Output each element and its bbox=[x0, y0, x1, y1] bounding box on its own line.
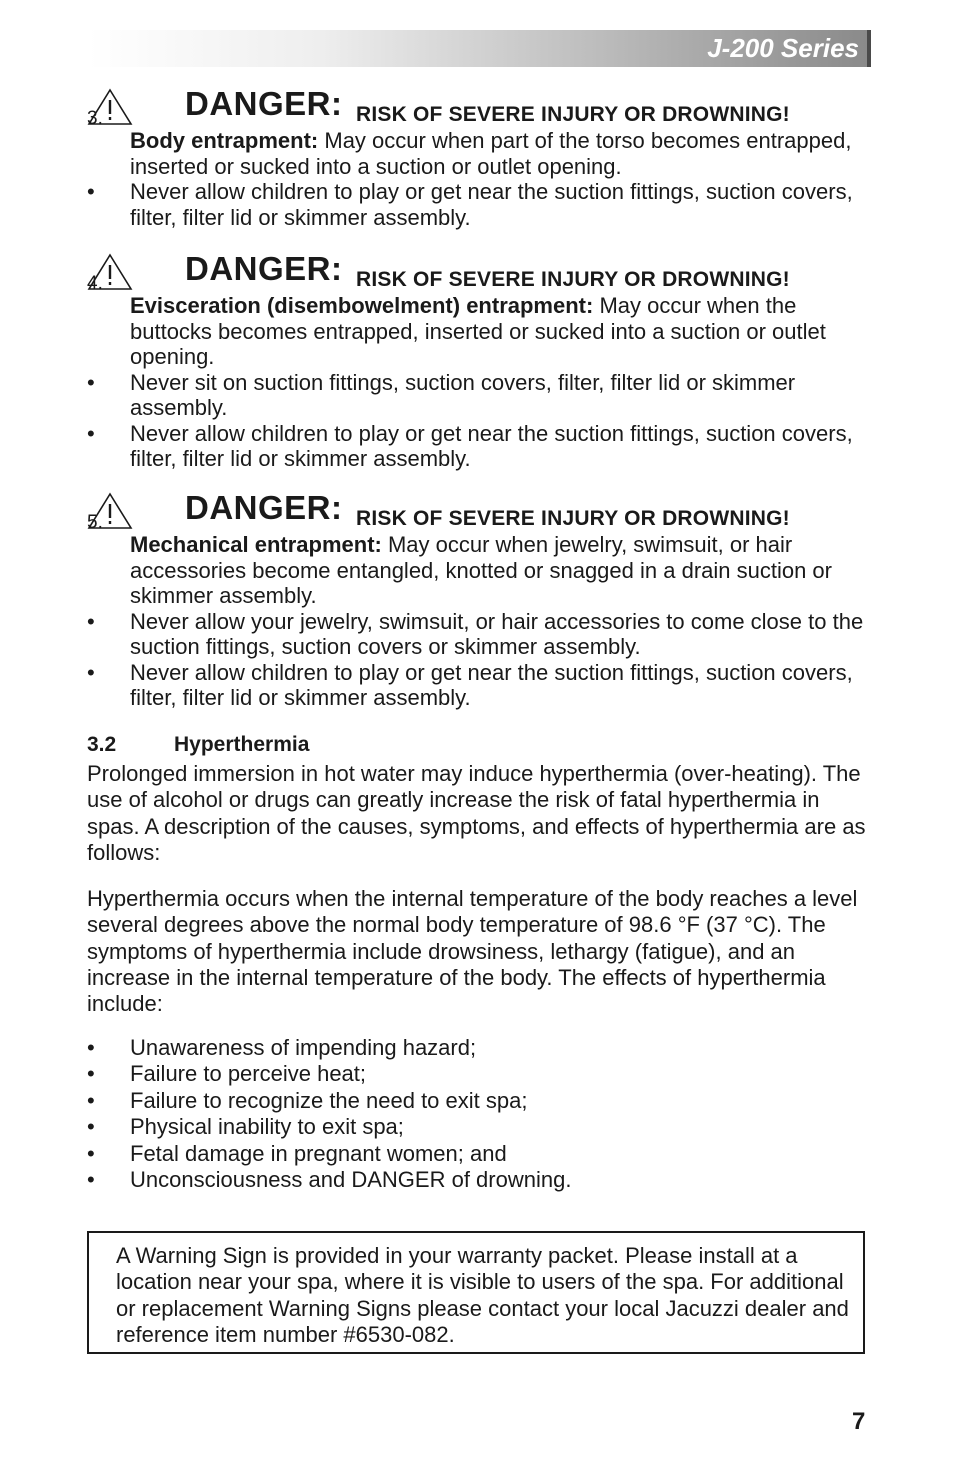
entrapment-type: Body entrapment: bbox=[130, 128, 319, 153]
header-title: J-200 Series bbox=[707, 33, 859, 63]
section-paragraph: Hyperthermia occurs when the internal temperature of the body reaches a level several degrees above the normal body temperature of 98.6 °F (37 °C). The symptoms of hyperthermia include drowsiness, lethargy (fatigue), and an increase in the internal temperature of the body. The effects of hyperthermia include: bbox=[87, 886, 858, 1017]
item-number: 4. bbox=[87, 273, 103, 294]
bullet: • bbox=[87, 1061, 95, 1087]
item-number: 5. bbox=[87, 512, 103, 533]
danger-risk: RISK OF SEVERE INJURY OR DROWNING! bbox=[356, 103, 790, 126]
header-edge bbox=[867, 30, 871, 67]
bullet: • bbox=[87, 1140, 95, 1166]
bullet: • bbox=[87, 179, 95, 204]
section-heading bbox=[87, 733, 310, 757]
entrapment-description: May occur when part of the torso becomes entrapped, inserted or sucked into a suction or outlet opening. bbox=[130, 128, 852, 179]
bullet: • bbox=[87, 659, 95, 685]
list-item: Never allow your jewelry, swimsuit, or hair accessories to come close to the suction fittings, suction covers or skimmer assembly. bbox=[130, 608, 864, 659]
entrapment-type: Evisceration (disembowelment) entrapment: bbox=[130, 293, 594, 318]
list-item: Fetal damage in pregnant women; and bbox=[130, 1140, 507, 1166]
list-item: Unawareness of impending hazard; bbox=[130, 1035, 477, 1060]
section-paragraph: Prolonged immersion in hot water may induce hyperthermia (over-heating). The use of alcohol or drugs can greatly increase the risk of fatal hyperthermia in spas. A description of the causes, symptoms, and effects of hyperthermia are as follows: bbox=[87, 761, 866, 865]
item-number: 3. bbox=[87, 108, 103, 129]
page-number: 7 bbox=[852, 1408, 866, 1435]
list-item: Never allow children to play or get near the suction fittings, suction covers, filter, filter lid or skimmer assembly. bbox=[130, 659, 853, 710]
danger-item bbox=[87, 250, 877, 472]
bullet: • bbox=[87, 608, 95, 634]
warning-triangle-icon bbox=[87, 492, 133, 530]
list-item: Never allow children to play or get near the suction fittings, suction covers, filter, filter lid or skimmer assembly. bbox=[130, 179, 853, 230]
entrapment-type: Mechanical entrapment: bbox=[130, 532, 382, 557]
bullet: • bbox=[87, 1035, 95, 1060]
list-item: Failure to recognize the need to exit spa; bbox=[130, 1087, 528, 1113]
bullet: • bbox=[87, 1114, 95, 1140]
list-item: Unconsciousness and DANGER of drowning. bbox=[130, 1167, 572, 1193]
entrapment-description: May occur when the buttocks becomes entrapped, inserted or sucked into a suction or outlet opening. bbox=[130, 293, 826, 369]
list-item: Never allow children to play or get near the suction fittings, suction covers, filter, filter lid or skimmer assembly. bbox=[130, 420, 853, 471]
warning-triangle-icon bbox=[87, 253, 133, 291]
danger-risk: RISK OF SEVERE INJURY OR DROWNING! bbox=[356, 507, 790, 530]
section-title: Hyperthermia bbox=[174, 733, 310, 756]
notice-text: A Warning Sign is provided in your warranty packet. Please install at a location near your spa, where it is visible to users of the spa. For additional or replacement Warning Signs please contact your local Jacuzzi dealer and reference item number #6530-082. bbox=[116, 1243, 849, 1348]
bullet: • bbox=[87, 369, 95, 395]
section-number: 3.2 bbox=[87, 733, 117, 756]
entrapment-description: May occur when jewelry, swimsuit, or hair accessories become entangled, knotted or snagged in a drain suction or skimmer assembly. bbox=[130, 532, 832, 608]
bullet: • bbox=[87, 420, 95, 446]
danger-item bbox=[87, 489, 877, 711]
danger-label: DANGER: bbox=[185, 85, 343, 122]
bullet: • bbox=[87, 1087, 95, 1113]
danger-risk: RISK OF SEVERE INJURY OR DROWNING! bbox=[356, 268, 790, 291]
header-bar bbox=[88, 30, 867, 67]
danger-item bbox=[87, 85, 877, 230]
list-item: Physical inability to exit spa; bbox=[130, 1114, 404, 1140]
danger-label: DANGER: bbox=[185, 489, 343, 526]
effects-list bbox=[87, 1035, 872, 1193]
danger-label: DANGER: bbox=[185, 250, 343, 287]
warning-triangle-icon bbox=[87, 88, 133, 126]
notice-box bbox=[87, 1231, 865, 1354]
list-item: Never sit on suction fittings, suction covers, filter, filter lid or skimmer assembly. bbox=[130, 369, 796, 420]
bullet: • bbox=[87, 1167, 95, 1193]
list-item: Failure to perceive heat; bbox=[130, 1061, 367, 1087]
